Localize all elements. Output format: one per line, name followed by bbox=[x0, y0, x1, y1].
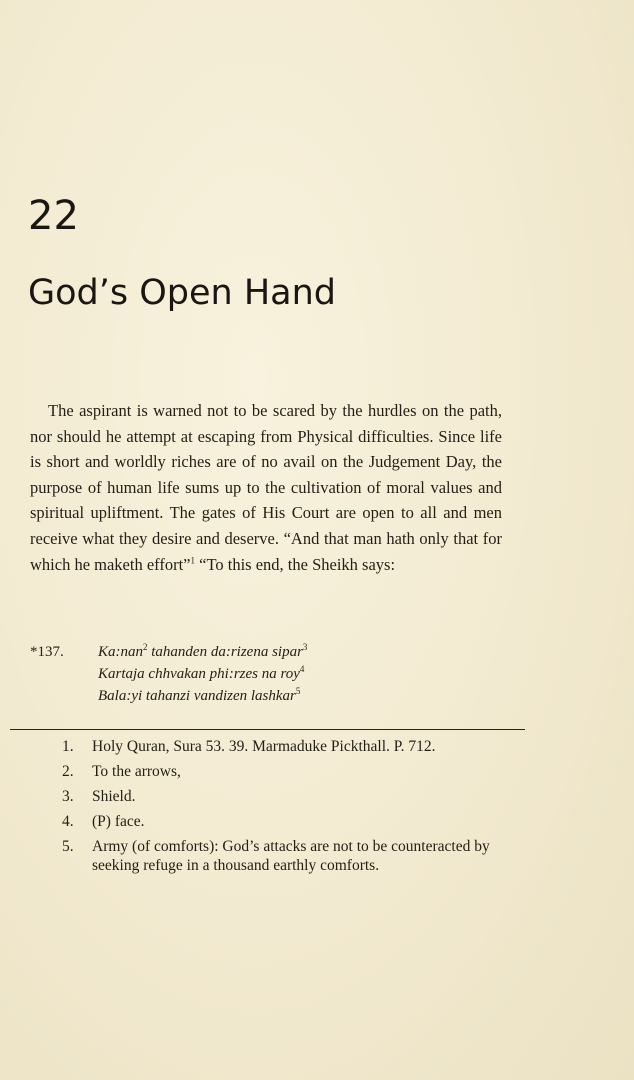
footnote-number: 4. bbox=[62, 813, 74, 830]
footnote-number: 1. bbox=[62, 738, 74, 755]
footnote-text: Holy Quran, Sura 53. 39. Marmaduke Pickthall. P. 712. bbox=[92, 738, 436, 755]
body-paragraph bbox=[30, 398, 502, 577]
verse-lines bbox=[98, 641, 307, 707]
verse-line-3 bbox=[98, 685, 307, 707]
footnote-number: 3. bbox=[62, 788, 74, 805]
footnotes-list bbox=[62, 737, 510, 881]
paragraph-tail: “To this end, the Sheikh says: bbox=[195, 554, 396, 574]
footnote-item bbox=[62, 762, 510, 781]
verse-line-1-rest: tahanden da:rizena sipar bbox=[147, 644, 303, 660]
verse-line-2 bbox=[98, 663, 307, 685]
footnote-item bbox=[62, 787, 510, 806]
paragraph-main: The aspirant is warned not to be scared by the hurdles on the path, nor should he attempt at escaping from Physical difficulties. Since life is short and worldly riches are of no avail on the Judgement Day, the purpose of human life sums up to the cultivation of moral values and spiritual upliftment. The gates of His Court are open to all and men receive what they desire and deserve. “And that man hath only that for which he maketh effort” bbox=[30, 401, 502, 574]
paragraph-text bbox=[30, 398, 502, 577]
verse-line-1-ref: 2 bbox=[143, 642, 148, 652]
footnote-item bbox=[62, 812, 510, 831]
chapter-number: 22 bbox=[28, 193, 79, 239]
verse-line-3-text: Bala:yi tahanzi vandizen lashkar bbox=[98, 688, 296, 704]
footnote-text: Army (of comforts): God’s attacks are not to be counteracted by seeking refuge in a thousand earthly comforts. bbox=[92, 838, 490, 874]
footnote-text: (P) face. bbox=[92, 813, 145, 830]
footnote-item bbox=[62, 737, 510, 756]
footnote-text: To the arrows, bbox=[92, 763, 181, 780]
footnote-text: Shield. bbox=[92, 788, 136, 805]
footnote-ref-1: 1 bbox=[190, 555, 196, 566]
footnote-number: 5. bbox=[62, 838, 74, 855]
verse-line-1-text: Ka:nan bbox=[98, 644, 143, 660]
verse-number: *137. bbox=[30, 644, 64, 660]
chapter-title: God’s Open Hand bbox=[28, 273, 337, 313]
verse-line-2-ref: 4 bbox=[299, 664, 305, 674]
verse-row bbox=[30, 641, 307, 707]
footnote-item bbox=[62, 837, 510, 875]
verse-block bbox=[30, 641, 307, 707]
footnote-number: 2. bbox=[62, 763, 74, 780]
footnote-divider bbox=[10, 729, 525, 730]
verse-line-2-text: Kartaja chhvakan phi:rzes na roy bbox=[98, 666, 300, 682]
verse-line-3-ref: 5 bbox=[295, 686, 301, 696]
verse-line-1-ref2: 3 bbox=[302, 642, 308, 652]
verse-line-1 bbox=[98, 641, 307, 663]
